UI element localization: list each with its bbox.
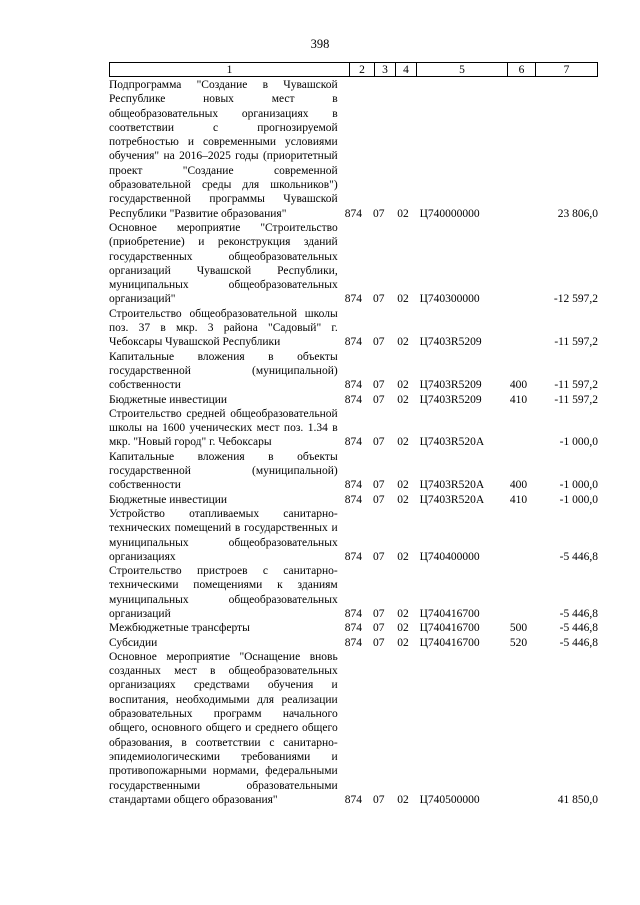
- row-subsection: 02: [397, 393, 409, 406]
- row-name: Подпрограмма "Создание в Чувашской Республике новых мест в общеобразовательных организациях в соответствии с прогнозируемой потребностью и современными условиями обучения" на 2016–2025 годы (приоритетный проект "Создание современной образовательной среды для школьников") государственной программы Чувашской Республики "Развитие образования": [109, 79, 338, 220]
- header-col-3: 3: [374, 62, 395, 77]
- row-grbs: 874: [344, 793, 362, 806]
- row-name: Строительство общеобразовательной школы поз. 37 в мкр. 3 района "Садовый" г. Чебоксары Чувашской Республики: [109, 307, 338, 349]
- row-subsection: 02: [397, 622, 409, 635]
- table-row: [109, 393, 598, 407]
- row-target-code: Ц7403R5209: [419, 336, 482, 349]
- row-subsection: 02: [397, 293, 409, 306]
- row-grbs: 874: [344, 436, 362, 449]
- row-amount: -11 597,2: [554, 336, 598, 349]
- table-row: [109, 621, 598, 635]
- row-target-code: Ц740300000: [419, 293, 480, 306]
- row-name: Основное мероприятие "Оснащение вновь созданных мест в общеобразовательных организациях средствами обучения и воспитания, необходимыми для реализации образовательных программ начального общего, основного общего и среднего общего образования, в соответствии с санитарно-эпидемиологическими требованиями и противопожарными нормами, федеральными государственными образовательными стандартами общего образования": [109, 650, 338, 806]
- page-number: 398: [310, 37, 330, 51]
- row-subsection: 02: [397, 793, 409, 806]
- row-grbs: 874: [344, 479, 362, 492]
- row-grbs: 874: [344, 607, 362, 620]
- header-col-4: 4: [395, 62, 416, 77]
- row-amount: -5 446,8: [559, 636, 598, 649]
- table-row: [109, 636, 598, 650]
- table-row: [109, 350, 598, 393]
- table-row: [109, 450, 598, 493]
- row-expense-type: 500: [509, 622, 528, 635]
- table-header: [109, 62, 598, 76]
- row-grbs: 874: [344, 379, 362, 392]
- row-target-code: Ц7403R5209: [419, 379, 482, 392]
- header-col-1: 1: [109, 62, 349, 77]
- row-section: 07: [372, 607, 385, 620]
- header-col-6: 6: [507, 62, 535, 77]
- row-subsection: 02: [397, 207, 409, 220]
- row-expense-type: 520: [509, 636, 528, 649]
- row-name: Бюджетные инвестиции: [109, 493, 228, 506]
- row-name: Строительство средней общеобразовательной школы на 1600 ученических мест поз. 1.34 в мкр. "Новый город" г. Чебоксары: [109, 407, 338, 449]
- row-section: 07: [372, 379, 385, 392]
- row-section: 07: [372, 479, 385, 492]
- row-name: Капитальные вложения в объекты государственной (муниципальной) собственности: [109, 350, 338, 392]
- row-expense-type: 410: [509, 393, 528, 406]
- row-grbs: 874: [344, 493, 362, 506]
- row-section: 07: [372, 550, 385, 563]
- row-target-code: Ц7403R520A: [419, 436, 485, 449]
- row-name: Межбюджетные трансферты: [109, 622, 250, 635]
- row-subsection: 02: [397, 336, 409, 349]
- row-target-code: Ц740416700: [419, 636, 480, 649]
- row-target-code: Ц740416700: [419, 622, 480, 635]
- row-grbs: 874: [344, 550, 362, 563]
- table-row: [109, 221, 598, 307]
- row-subsection: 02: [397, 550, 409, 563]
- row-name: Капитальные вложения в объекты государственной (муниципальной) собственности: [109, 450, 338, 492]
- row-amount: 23 806,0: [557, 207, 598, 220]
- header-col-7: 7: [535, 62, 598, 77]
- row-expense-type: 400: [509, 479, 528, 492]
- row-amount: -11 597,2: [554, 379, 598, 392]
- table-row: [109, 307, 598, 350]
- row-target-code: Ц7403R520A: [419, 493, 485, 506]
- row-section: 07: [372, 493, 385, 506]
- row-name: Строительство пристроев с санитарно-техническими помещениями к зданиям муниципальных общеобразовательных организаций: [109, 565, 338, 620]
- row-grbs: 874: [344, 393, 362, 406]
- row-name: Основное мероприятие "Строительство (приобретение) и реконструкция зданий государственных общеобразовательных организаций Чувашской Республики, муниципальных общеобразовательных организаций": [109, 221, 338, 306]
- row-section: 07: [372, 207, 385, 220]
- row-expense-type: 400: [509, 379, 528, 392]
- row-amount: -1 000,0: [559, 436, 598, 449]
- row-amount: -1 000,0: [559, 479, 598, 492]
- row-grbs: 874: [344, 622, 362, 635]
- row-amount: -5 446,8: [559, 607, 598, 620]
- budget-table: [109, 78, 598, 807]
- table-row: [109, 564, 598, 621]
- row-amount: -12 597,2: [553, 293, 598, 306]
- row-section: 07: [372, 793, 385, 806]
- row-name: Субсидии: [109, 636, 158, 649]
- row-grbs: 874: [344, 336, 362, 349]
- row-section: 07: [372, 393, 385, 406]
- row-subsection: 02: [397, 607, 409, 620]
- row-grbs: 874: [344, 293, 362, 306]
- row-target-code: Ц740400000: [419, 550, 480, 563]
- table-row: [109, 493, 598, 507]
- row-subsection: 02: [397, 479, 409, 492]
- row-amount: -5 446,8: [559, 622, 598, 635]
- row-target-code: Ц740500000: [419, 793, 480, 806]
- row-amount: -1 000,0: [559, 493, 598, 506]
- row-subsection: 02: [397, 636, 409, 649]
- row-target-code: Ц740000000: [419, 207, 480, 220]
- row-section: 07: [372, 436, 385, 449]
- row-subsection: 02: [397, 493, 409, 506]
- row-expense-type: 410: [509, 493, 528, 506]
- table-row: [109, 507, 598, 564]
- row-subsection: 02: [397, 379, 409, 392]
- row-target-code: Ц7403R520A: [419, 479, 485, 492]
- row-target-code: Ц7403R5209: [419, 393, 482, 406]
- row-amount: 41 850,0: [557, 793, 598, 806]
- header-col-5: 5: [416, 62, 507, 77]
- table-row: [109, 650, 598, 807]
- row-section: 07: [372, 636, 385, 649]
- row-grbs: 874: [344, 636, 362, 649]
- row-amount: -11 597,2: [554, 393, 598, 406]
- row-section: 07: [372, 622, 385, 635]
- table-row: [109, 78, 598, 221]
- row-target-code: Ц740416700: [419, 607, 480, 620]
- row-grbs: 874: [344, 207, 362, 220]
- row-name: Бюджетные инвестиции: [109, 393, 228, 406]
- row-name: Устройство отапливаемых санитарно-технических помещений в государственных и муниципальных общеобразовательных организациях: [109, 507, 338, 563]
- table-row: [109, 407, 598, 450]
- row-amount: -5 446,8: [559, 550, 598, 563]
- row-subsection: 02: [397, 436, 409, 449]
- header-col-2: 2: [349, 62, 374, 77]
- row-section: 07: [372, 293, 385, 306]
- row-section: 07: [372, 336, 385, 349]
